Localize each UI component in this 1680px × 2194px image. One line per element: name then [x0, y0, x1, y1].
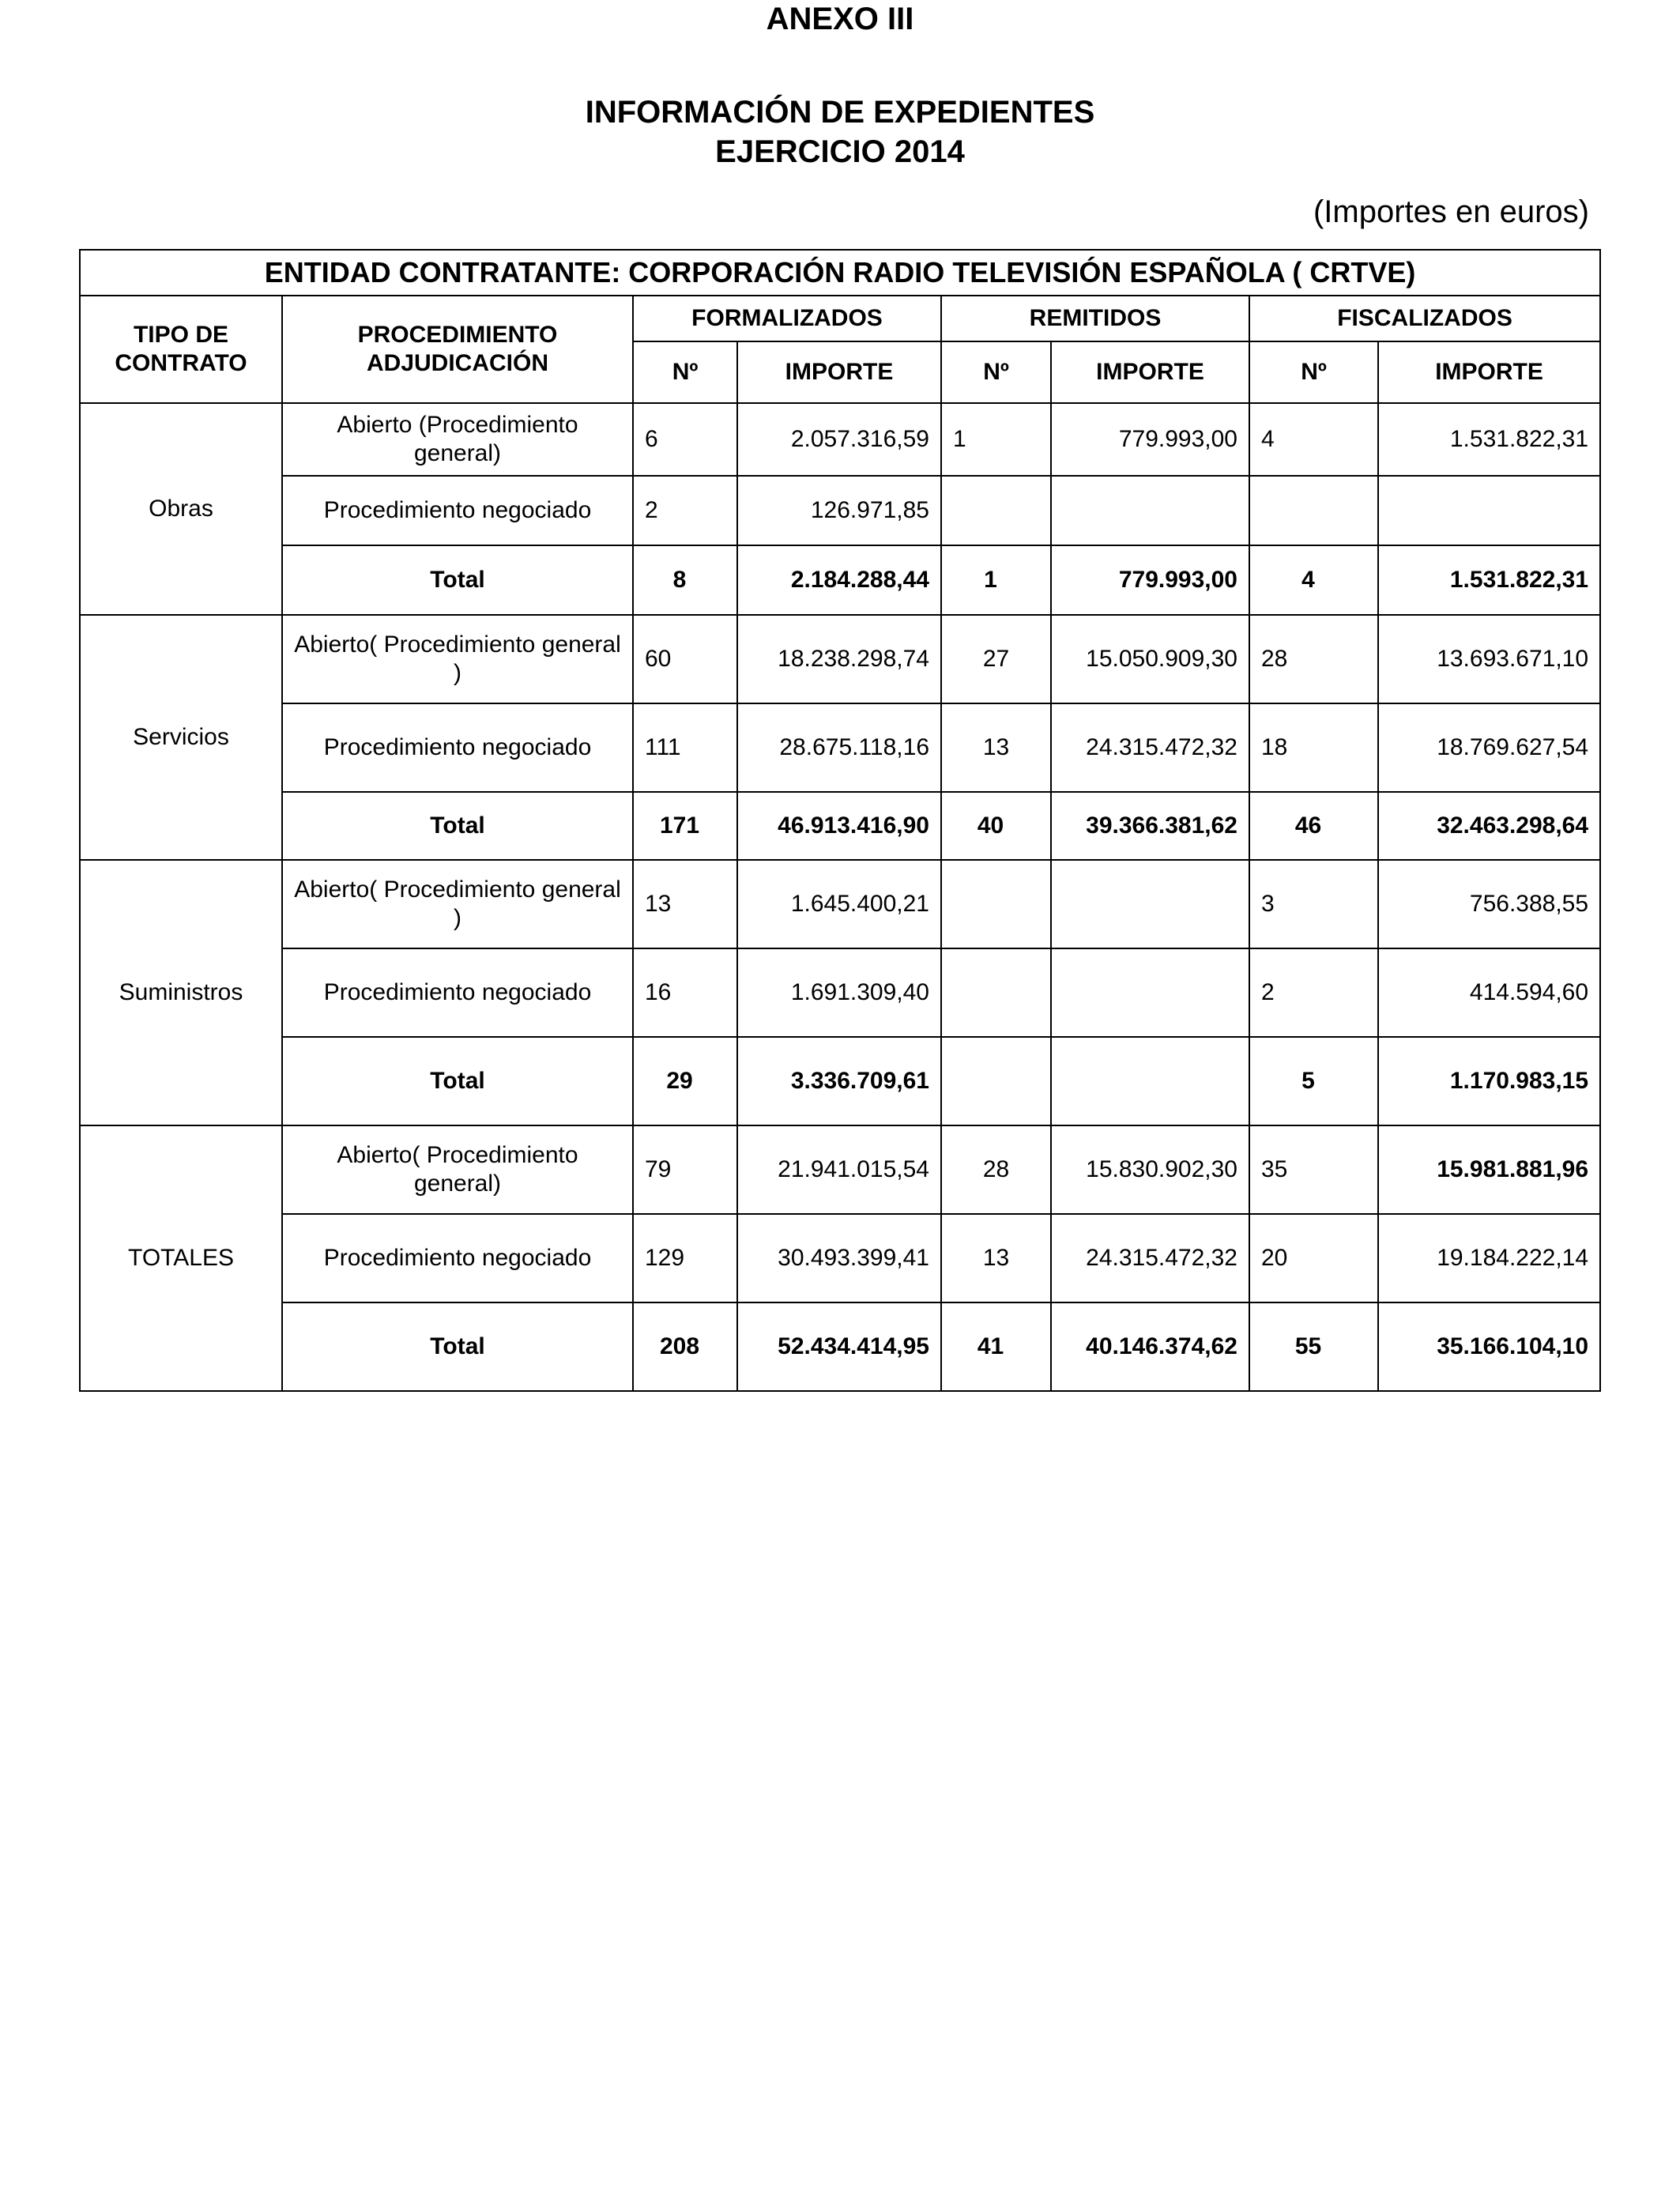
fiscalizados-importe-cell: 414.594,60 — [1378, 948, 1600, 1037]
tipo-contrato-cell: TOTALES — [80, 1125, 282, 1391]
remitidos-importe-cell — [1051, 948, 1249, 1037]
group-header-row — [80, 296, 1600, 341]
table-row — [80, 403, 1600, 476]
formalizados-importe-cell: 2.057.316,59 — [737, 403, 941, 476]
table-row — [80, 476, 1600, 545]
fiscalizados-n-cell: 18 — [1249, 703, 1378, 792]
formalizados-n-cell: 2 — [633, 476, 737, 545]
remitidos-importe-cell: 40.146.374,62 — [1051, 1302, 1249, 1391]
formalizados-n-cell: 111 — [633, 703, 737, 792]
remitidos-n-cell: 27 — [941, 615, 1051, 703]
remitidos-n-cell: 1 — [941, 403, 1051, 476]
remitidos-importe-cell — [1051, 1037, 1249, 1125]
table-row — [80, 948, 1600, 1037]
formalizados-importe-header: IMPORTE — [737, 341, 941, 403]
formalizados-importe-cell: 28.675.118,16 — [737, 703, 941, 792]
remitidos-n-cell: 40 — [941, 792, 1051, 860]
formalizados-n-cell: 171 — [633, 792, 737, 860]
fiscalizados-n-cell: 2 — [1249, 948, 1378, 1037]
fiscalizados-n-cell: 55 — [1249, 1302, 1378, 1391]
remitidos-n-cell: 13 — [941, 703, 1051, 792]
procedimiento-cell: Abierto (Procedimiento general) — [282, 403, 633, 476]
formalizados-n-cell: 60 — [633, 615, 737, 703]
formalizados-n-cell: 8 — [633, 545, 737, 615]
annex-title: ANEXO III — [766, 2, 914, 36]
procedimiento-cell: Procedimiento negociado — [282, 476, 633, 545]
remitidos-n-cell: 13 — [941, 1214, 1051, 1302]
remitidos-importe-cell: 24.315.472,32 — [1051, 1214, 1249, 1302]
formalizados-importe-cell: 52.434.414,95 — [737, 1302, 941, 1391]
formalizados-importe-cell: 46.913.416,90 — [737, 792, 941, 860]
entity-header: ENTIDAD CONTRATANTE: CORPORACIÓN RADIO TELEVISIÓN ESPAÑOLA ( CRTVE) — [80, 250, 1600, 296]
remitidos-importe-cell: 24.315.472,32 — [1051, 703, 1249, 792]
remitidos-header: REMITIDOS — [941, 296, 1249, 341]
units-note: (Importes en euros) — [1313, 194, 1589, 229]
remitidos-n-header: Nº — [941, 341, 1051, 403]
remitidos-importe-cell: 39.366.381,62 — [1051, 792, 1249, 860]
fiscalizados-importe-cell: 19.184.222,14 — [1378, 1214, 1600, 1302]
expedientes-table — [79, 249, 1601, 1392]
procedimiento-cell: Procedimiento negociado — [282, 1214, 633, 1302]
tipo-contrato-header: TIPO DE CONTRATO — [80, 296, 282, 403]
fiscalizados-n-cell: 20 — [1249, 1214, 1378, 1302]
total-row — [80, 545, 1600, 615]
total-row — [80, 1037, 1600, 1125]
remitidos-importe-cell: 15.830.902,30 — [1051, 1125, 1249, 1214]
document-title: INFORMACIÓN DE EXPEDIENTES — [585, 95, 1095, 130]
formalizados-n-cell: 29 — [633, 1037, 737, 1125]
tipo-contrato-cell: Servicios — [80, 615, 282, 860]
table-row — [80, 615, 1600, 703]
fiscalizados-importe-cell: 35.166.104,10 — [1378, 1302, 1600, 1391]
fiscalizados-n-cell: 28 — [1249, 615, 1378, 703]
remitidos-importe-cell: 779.993,00 — [1051, 545, 1249, 615]
fiscalizados-n-cell: 4 — [1249, 545, 1378, 615]
fiscalizados-n-cell: 46 — [1249, 792, 1378, 860]
formalizados-importe-cell: 21.941.015,54 — [737, 1125, 941, 1214]
fiscalizados-importe-cell: 32.463.298,64 — [1378, 792, 1600, 860]
fiscalizados-n-cell: 4 — [1249, 403, 1378, 476]
fiscalizados-importe-cell: 15.981.881,96 — [1378, 1125, 1600, 1214]
formalizados-n-cell: 16 — [633, 948, 737, 1037]
formalizados-n-cell: 208 — [633, 1302, 737, 1391]
fiscalizados-importe-cell: 1.531.822,31 — [1378, 545, 1600, 615]
fiscalizados-importe-header: IMPORTE — [1378, 341, 1600, 403]
formalizados-importe-cell: 2.184.288,44 — [737, 545, 941, 615]
remitidos-importe-cell: 779.993,00 — [1051, 403, 1249, 476]
formalizados-importe-cell: 1.645.400,21 — [737, 860, 941, 948]
remitidos-n-cell — [941, 948, 1051, 1037]
table-row — [80, 703, 1600, 792]
formalizados-n-cell: 129 — [633, 1214, 737, 1302]
formalizados-n-header: Nº — [633, 341, 737, 403]
fiscalizados-importe-cell: 18.769.627,54 — [1378, 703, 1600, 792]
formalizados-importe-cell: 3.336.709,61 — [737, 1037, 941, 1125]
table-row — [80, 1125, 1600, 1214]
procedimiento-cell: Abierto( Procedimiento general ) — [282, 860, 633, 948]
remitidos-importe-header: IMPORTE — [1051, 341, 1249, 403]
table-row — [80, 1214, 1600, 1302]
formalizados-n-cell: 79 — [633, 1125, 737, 1214]
remitidos-n-cell: 41 — [941, 1302, 1051, 1391]
remitidos-n-cell: 28 — [941, 1125, 1051, 1214]
procedimiento-cell: Total — [282, 545, 633, 615]
formalizados-importe-cell: 1.691.309,40 — [737, 948, 941, 1037]
tipo-contrato-cell: Obras — [80, 403, 282, 615]
fiscalizados-n-cell: 3 — [1249, 860, 1378, 948]
remitidos-n-cell — [941, 860, 1051, 948]
procedimiento-header: PROCEDIMIENTO ADJUDICACIÓN — [282, 296, 633, 403]
fiscalizados-header: FISCALIZADOS — [1249, 296, 1600, 341]
total-row — [80, 792, 1600, 860]
tipo-contrato-cell: Suministros — [80, 860, 282, 1125]
remitidos-n-cell — [941, 1037, 1051, 1125]
procedimiento-cell: Procedimiento negociado — [282, 948, 633, 1037]
procedimiento-cell: Procedimiento negociado — [282, 703, 633, 792]
formalizados-importe-cell: 126.971,85 — [737, 476, 941, 545]
fiscalizados-n-header: Nº — [1249, 341, 1378, 403]
remitidos-n-cell: 1 — [941, 545, 1051, 615]
fiscalizados-n-cell: 5 — [1249, 1037, 1378, 1125]
procedimiento-cell: Total — [282, 792, 633, 860]
fiscalizados-importe-cell: 13.693.671,10 — [1378, 615, 1600, 703]
table-row — [80, 860, 1600, 948]
fiscalizados-n-cell — [1249, 476, 1378, 545]
procedimiento-cell: Total — [282, 1302, 633, 1391]
remitidos-importe-cell — [1051, 860, 1249, 948]
remitidos-n-cell — [941, 476, 1051, 545]
fiscalizados-importe-cell — [1378, 476, 1600, 545]
fiscalizados-importe-cell: 756.388,55 — [1378, 860, 1600, 948]
fiscalizados-n-cell: 35 — [1249, 1125, 1378, 1214]
procedimiento-cell: Abierto( Procedimiento general) — [282, 1125, 633, 1214]
formalizados-n-cell: 6 — [633, 403, 737, 476]
formalizados-importe-cell: 18.238.298,74 — [737, 615, 941, 703]
procedimiento-cell: Abierto( Procedimiento general ) — [282, 615, 633, 703]
fiscalizados-importe-cell: 1.531.822,31 — [1378, 403, 1600, 476]
remitidos-importe-cell: 15.050.909,30 — [1051, 615, 1249, 703]
formalizados-importe-cell: 30.493.399,41 — [737, 1214, 941, 1302]
entity-row — [80, 250, 1600, 296]
remitidos-importe-cell — [1051, 476, 1249, 545]
procedimiento-cell: Total — [282, 1037, 633, 1125]
document-subtitle: EJERCICIO 2014 — [715, 134, 965, 169]
formalizados-header: FORMALIZADOS — [633, 296, 941, 341]
total-row — [80, 1302, 1600, 1391]
formalizados-n-cell: 13 — [633, 860, 737, 948]
fiscalizados-importe-cell: 1.170.983,15 — [1378, 1037, 1600, 1125]
